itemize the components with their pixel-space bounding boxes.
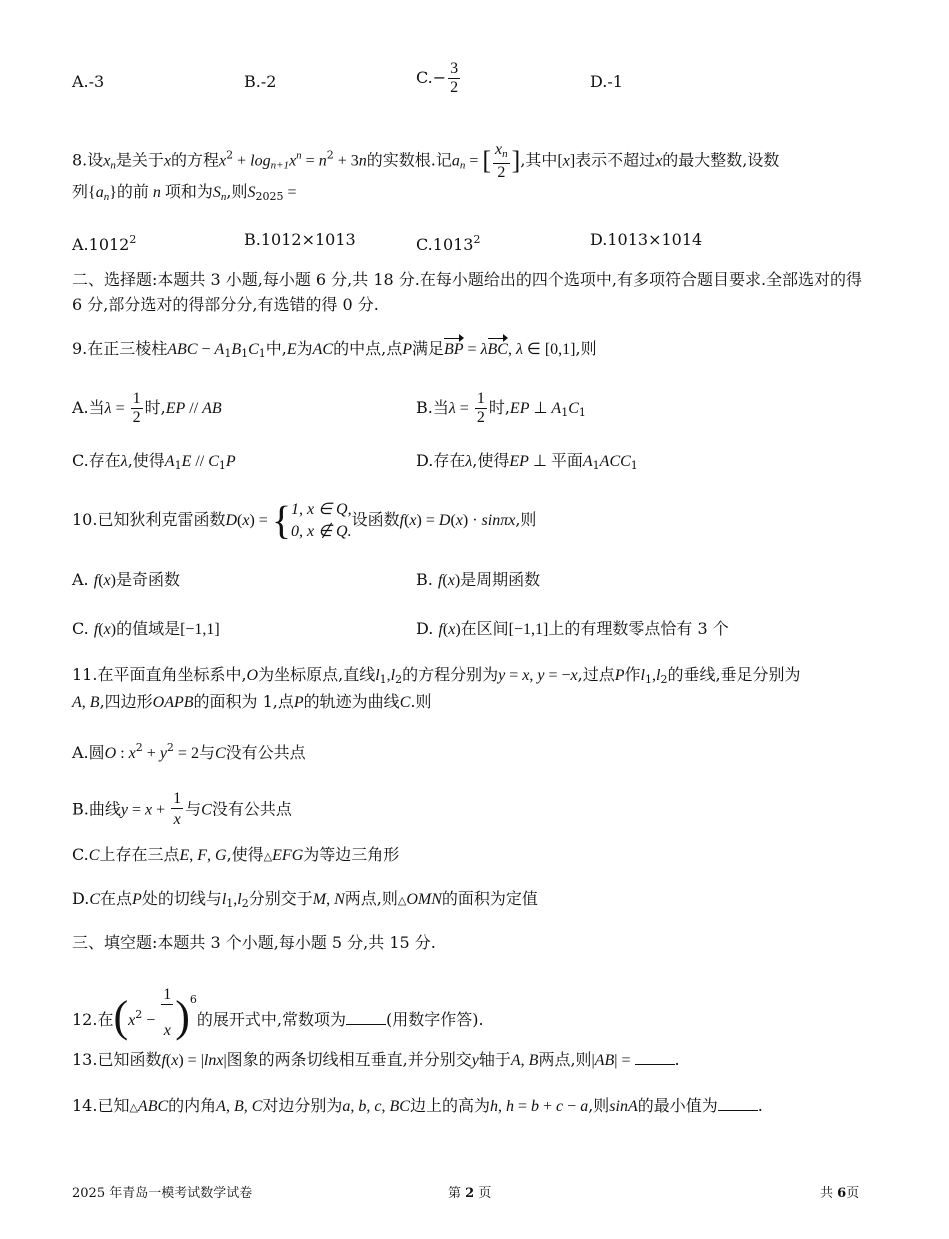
q11-option-b: B.曲线y = x + $\frac{1}{x}$ 与C没有公共点 xyxy=(72,790,292,828)
text: 表示不超过 xyxy=(575,150,656,170)
text: 的方程 xyxy=(171,150,220,170)
text: 轴于 xyxy=(478,1050,511,1069)
q14-label: 14.已知 xyxy=(72,1096,130,1115)
text: 的展开式中,常数项为 xyxy=(196,1010,346,1029)
text: 作 xyxy=(624,665,641,684)
q11-option-a: A.圆O : $x^2 + y^2 = 2$与C没有公共点 xyxy=(72,741,306,762)
superscript: 2 xyxy=(129,233,137,246)
denominator: 2 xyxy=(450,79,459,96)
text: 为 xyxy=(296,339,313,358)
answer-blank[interactable] xyxy=(635,1050,675,1065)
text: . xyxy=(674,1050,680,1069)
text: ,过点 xyxy=(577,665,615,684)
text: ,使得 xyxy=(127,451,165,470)
q8-option-b: B.1012×1013 xyxy=(244,230,356,249)
text: 的轨迹为曲线 xyxy=(303,692,400,711)
q8-stem-line2: 列$\{a_n\}$的前 n 项和为$S_n$,则$S_{2025}$ = xyxy=(72,182,297,203)
text: 页 xyxy=(474,1186,492,1201)
q13-label: 13.已知函数 xyxy=(72,1050,162,1069)
text: 两点,则 xyxy=(344,889,398,908)
q9-label: 9.在正三棱柱 xyxy=(72,339,168,358)
superscript: 2 xyxy=(473,233,481,246)
q12-stem: 12.在($x^2$ − $\frac{1}{x})^6$的展开式中,常数项为 (用数字作答). xyxy=(72,975,484,1056)
q7-option-c xyxy=(416,60,462,97)
text: 对边分别为 xyxy=(262,1096,343,1115)
q12-label: 12.在 xyxy=(72,1010,114,1029)
text: ,则 xyxy=(575,339,597,358)
text: C. xyxy=(72,845,89,864)
q9-stem: 9.在正三棱柱ABC − $A_1B_1C_1$中,E为AC的中点,点P满足BP = λBC, λ ∈ [0,1],则 xyxy=(72,339,597,360)
text: 与 xyxy=(198,743,215,762)
text: ,则 xyxy=(515,510,537,529)
text: 的面积为定值 xyxy=(441,889,538,908)
text: 边上的高为 xyxy=(409,1096,490,1115)
text: 时, xyxy=(144,398,166,417)
text: 没有公共点 xyxy=(225,743,306,762)
answer-blank[interactable] xyxy=(346,1010,386,1025)
q10-option-c: C. f(x)的值域是[−1,1] xyxy=(72,619,220,638)
text: 是关于 xyxy=(115,150,164,170)
text: 与 xyxy=(185,799,202,819)
answer-blank[interactable] xyxy=(718,1096,758,1111)
text: 上存在三点 xyxy=(99,845,180,864)
footer-exam-title: 2025 年青岛一模考试数学试卷 xyxy=(72,1186,253,1201)
text: 的垂线,垂足分别为 xyxy=(667,665,801,684)
total-pages: 6 xyxy=(837,1186,847,1201)
text: 满足 xyxy=(411,339,444,358)
q10-stem: 10.已知狄利克雷函数D(x) = { 1, x ∈ Q, 0, x ∉ Q. 设函数f(x) = D(x) · sinπx,则 xyxy=(72,497,537,543)
text: 是奇函数 xyxy=(115,570,180,589)
text: 平面 xyxy=(550,451,583,470)
q10-option-b: B. f(x)是周期函数 xyxy=(416,570,541,589)
q8-option-d: D.1013×1014 xyxy=(590,230,703,249)
text: (用数字作答). xyxy=(386,1010,484,1029)
text: 的面积为 1,点 xyxy=(193,692,294,711)
q11-label: 11.在平面直角坐标系中, xyxy=(72,665,247,684)
text: 两点,则 xyxy=(538,1050,592,1069)
fraction: $\frac{x_n}{2}$ xyxy=(495,141,508,181)
text: ,则 xyxy=(226,182,248,201)
section2-heading-line1: 二、选择题:本题共 3 小题,每小题 6 分,共 18 分.在每小题给出的四个选项中,有多项符合题目要求.全部选对的得 xyxy=(72,270,863,289)
text: ,使得 xyxy=(226,845,264,864)
q11-stem-line2: A, B,四边形OAPB的面积为 1,点P的轨迹为曲线C.则 xyxy=(72,692,432,711)
text: A.当 xyxy=(72,398,105,417)
text: 的中点,点 xyxy=(333,339,403,358)
text: 在点 xyxy=(100,889,133,908)
text: C.存在 xyxy=(72,451,121,470)
q11-option-c: C.C上存在三点E, F, G,使得△EFG为等边三角形 xyxy=(72,845,400,864)
case-2: 0, x ∉ Q. xyxy=(291,522,352,540)
text: 共 xyxy=(820,1186,838,1201)
q9-option-b: B.当λ = $\frac{1}{2}$ 时,EP ⊥ $A_1C_1$ xyxy=(416,390,586,426)
q11-stem-line1: 11.在平面直角坐标系中,O为坐标原点,直线$l_1,l_2$的方程分别为y = x, y = −x,过点P作$l_1,l_2$的垂线,垂足分别为 xyxy=(72,665,801,686)
text: 没有公共点 xyxy=(211,799,292,819)
text: A.1012 xyxy=(72,235,130,254)
text: 的最大整数,设数 xyxy=(662,150,780,170)
text: A.圆 xyxy=(72,743,105,762)
text: 第 xyxy=(448,1186,466,1201)
text: 设函数 xyxy=(351,510,400,529)
text: B.曲线 xyxy=(72,799,121,819)
text: 的方程分别为 xyxy=(402,665,499,684)
text: 为坐标原点,直线 xyxy=(258,665,376,684)
section2-heading-line2: 6 分,部分选对的得部分分,有选错的得 0 分. xyxy=(72,295,379,314)
text: 是周期函数 xyxy=(460,570,541,589)
q8-stem-line1: 8.设$x_n$是关于x的方程$x^2 + \log_{n+1}x^n = n^2 + 3n$的实数根.记$a_n$ = [ $\frac{x_n}{2}$ ],其中[x]表示不超过x的最大整数,设数 xyxy=(72,141,780,181)
text: C.1013 xyxy=(416,235,474,254)
section3-heading: 三、填空题:本题共 3 个小题,每小题 5 分,共 15 分. xyxy=(72,933,436,952)
numerator: 3 xyxy=(450,60,459,77)
text: 分别交于 xyxy=(248,889,313,908)
piecewise-cases xyxy=(291,499,352,543)
q8-label: 8.设 xyxy=(72,150,104,170)
text: 的最小值为 xyxy=(637,1096,718,1115)
q10-option-a: A. f(x)是奇函数 xyxy=(72,570,180,589)
text: 的前 xyxy=(116,182,149,201)
q10-option-d: D. f(x)在区间[−1,1]上的有理数零点恰有 3 个 xyxy=(416,619,729,638)
page-number: 2 xyxy=(465,1186,475,1201)
case-1: 1, x ∈ Q, xyxy=(291,500,352,518)
text: ,其中 xyxy=(520,150,558,170)
q14-stem: 14.已知△ABC的内角A, B, C对边分别为a, b, c, BC边上的高为h, h = b + c − a,则sinA的最小值为 . xyxy=(72,1096,763,1115)
text: 图象的两条切线相互垂直,并分别交 xyxy=(226,1050,472,1069)
text: .则 xyxy=(410,692,432,711)
text: 时, xyxy=(488,398,510,417)
text: D. xyxy=(72,889,90,908)
q11-option-d: D.C在点P处的切线与$l_1,l_2$分别交于M, N两点,则△OMN的面积为定值 xyxy=(72,889,538,910)
fraction: $\frac{1}{x}$ xyxy=(163,985,172,1039)
text: ,则 xyxy=(588,1096,610,1115)
q10-label: 10.已知狄利克雷函数 xyxy=(72,510,226,529)
text: 页 xyxy=(846,1186,860,1201)
text: 中, xyxy=(265,339,287,358)
q7-option-d: D.-1 xyxy=(590,72,623,91)
q9-option-c: C.存在λ,使得$A_1E // C_1P$ xyxy=(72,451,236,472)
text: D.存在 xyxy=(416,451,466,470)
fraction xyxy=(448,60,460,97)
text: 为等边三角形 xyxy=(303,845,400,864)
text: 在区间 xyxy=(460,619,509,638)
text: ,使得 xyxy=(472,451,510,470)
text: 列 xyxy=(72,182,89,201)
q7-option-c-prefix: C.− xyxy=(416,68,447,87)
q7-option-a: A.-3 xyxy=(72,72,105,91)
fraction: $\frac{1}{2}$ xyxy=(476,390,485,426)
text: B.当 xyxy=(416,398,449,417)
fraction: $\frac{1}{x}$ xyxy=(173,790,182,828)
q9-option-a: A.当λ = $\frac{1}{2}$ 时,EP // AB xyxy=(72,390,222,426)
q13-stem: 13.已知函数f(x) = |lnx|图象的两条切线相互垂直,并分别交y轴于A, B两点,则|AB| = . xyxy=(72,1050,680,1069)
text: 的实数根.记 xyxy=(366,150,452,170)
footer-total-pages xyxy=(820,1186,859,1202)
text: . xyxy=(757,1096,763,1115)
text: 的内角 xyxy=(168,1096,217,1115)
q8-option-c xyxy=(416,230,480,255)
text: 上的有理数零点恰有 3 个 xyxy=(548,619,729,638)
q9-option-d: D.存在λ,使得EP ⊥ 平面$A_1ACC_1$ xyxy=(416,451,638,472)
q7-option-b: B.-2 xyxy=(244,72,277,91)
q8-option-a xyxy=(72,230,136,255)
text: 的值域是 xyxy=(116,619,181,638)
footer-page-number xyxy=(448,1186,491,1202)
text: ,四边形 xyxy=(99,692,153,711)
fraction: $\frac{1}{2}$ xyxy=(132,390,141,426)
text: 项和为 xyxy=(164,182,213,201)
text: 处的切线与 xyxy=(141,889,222,908)
